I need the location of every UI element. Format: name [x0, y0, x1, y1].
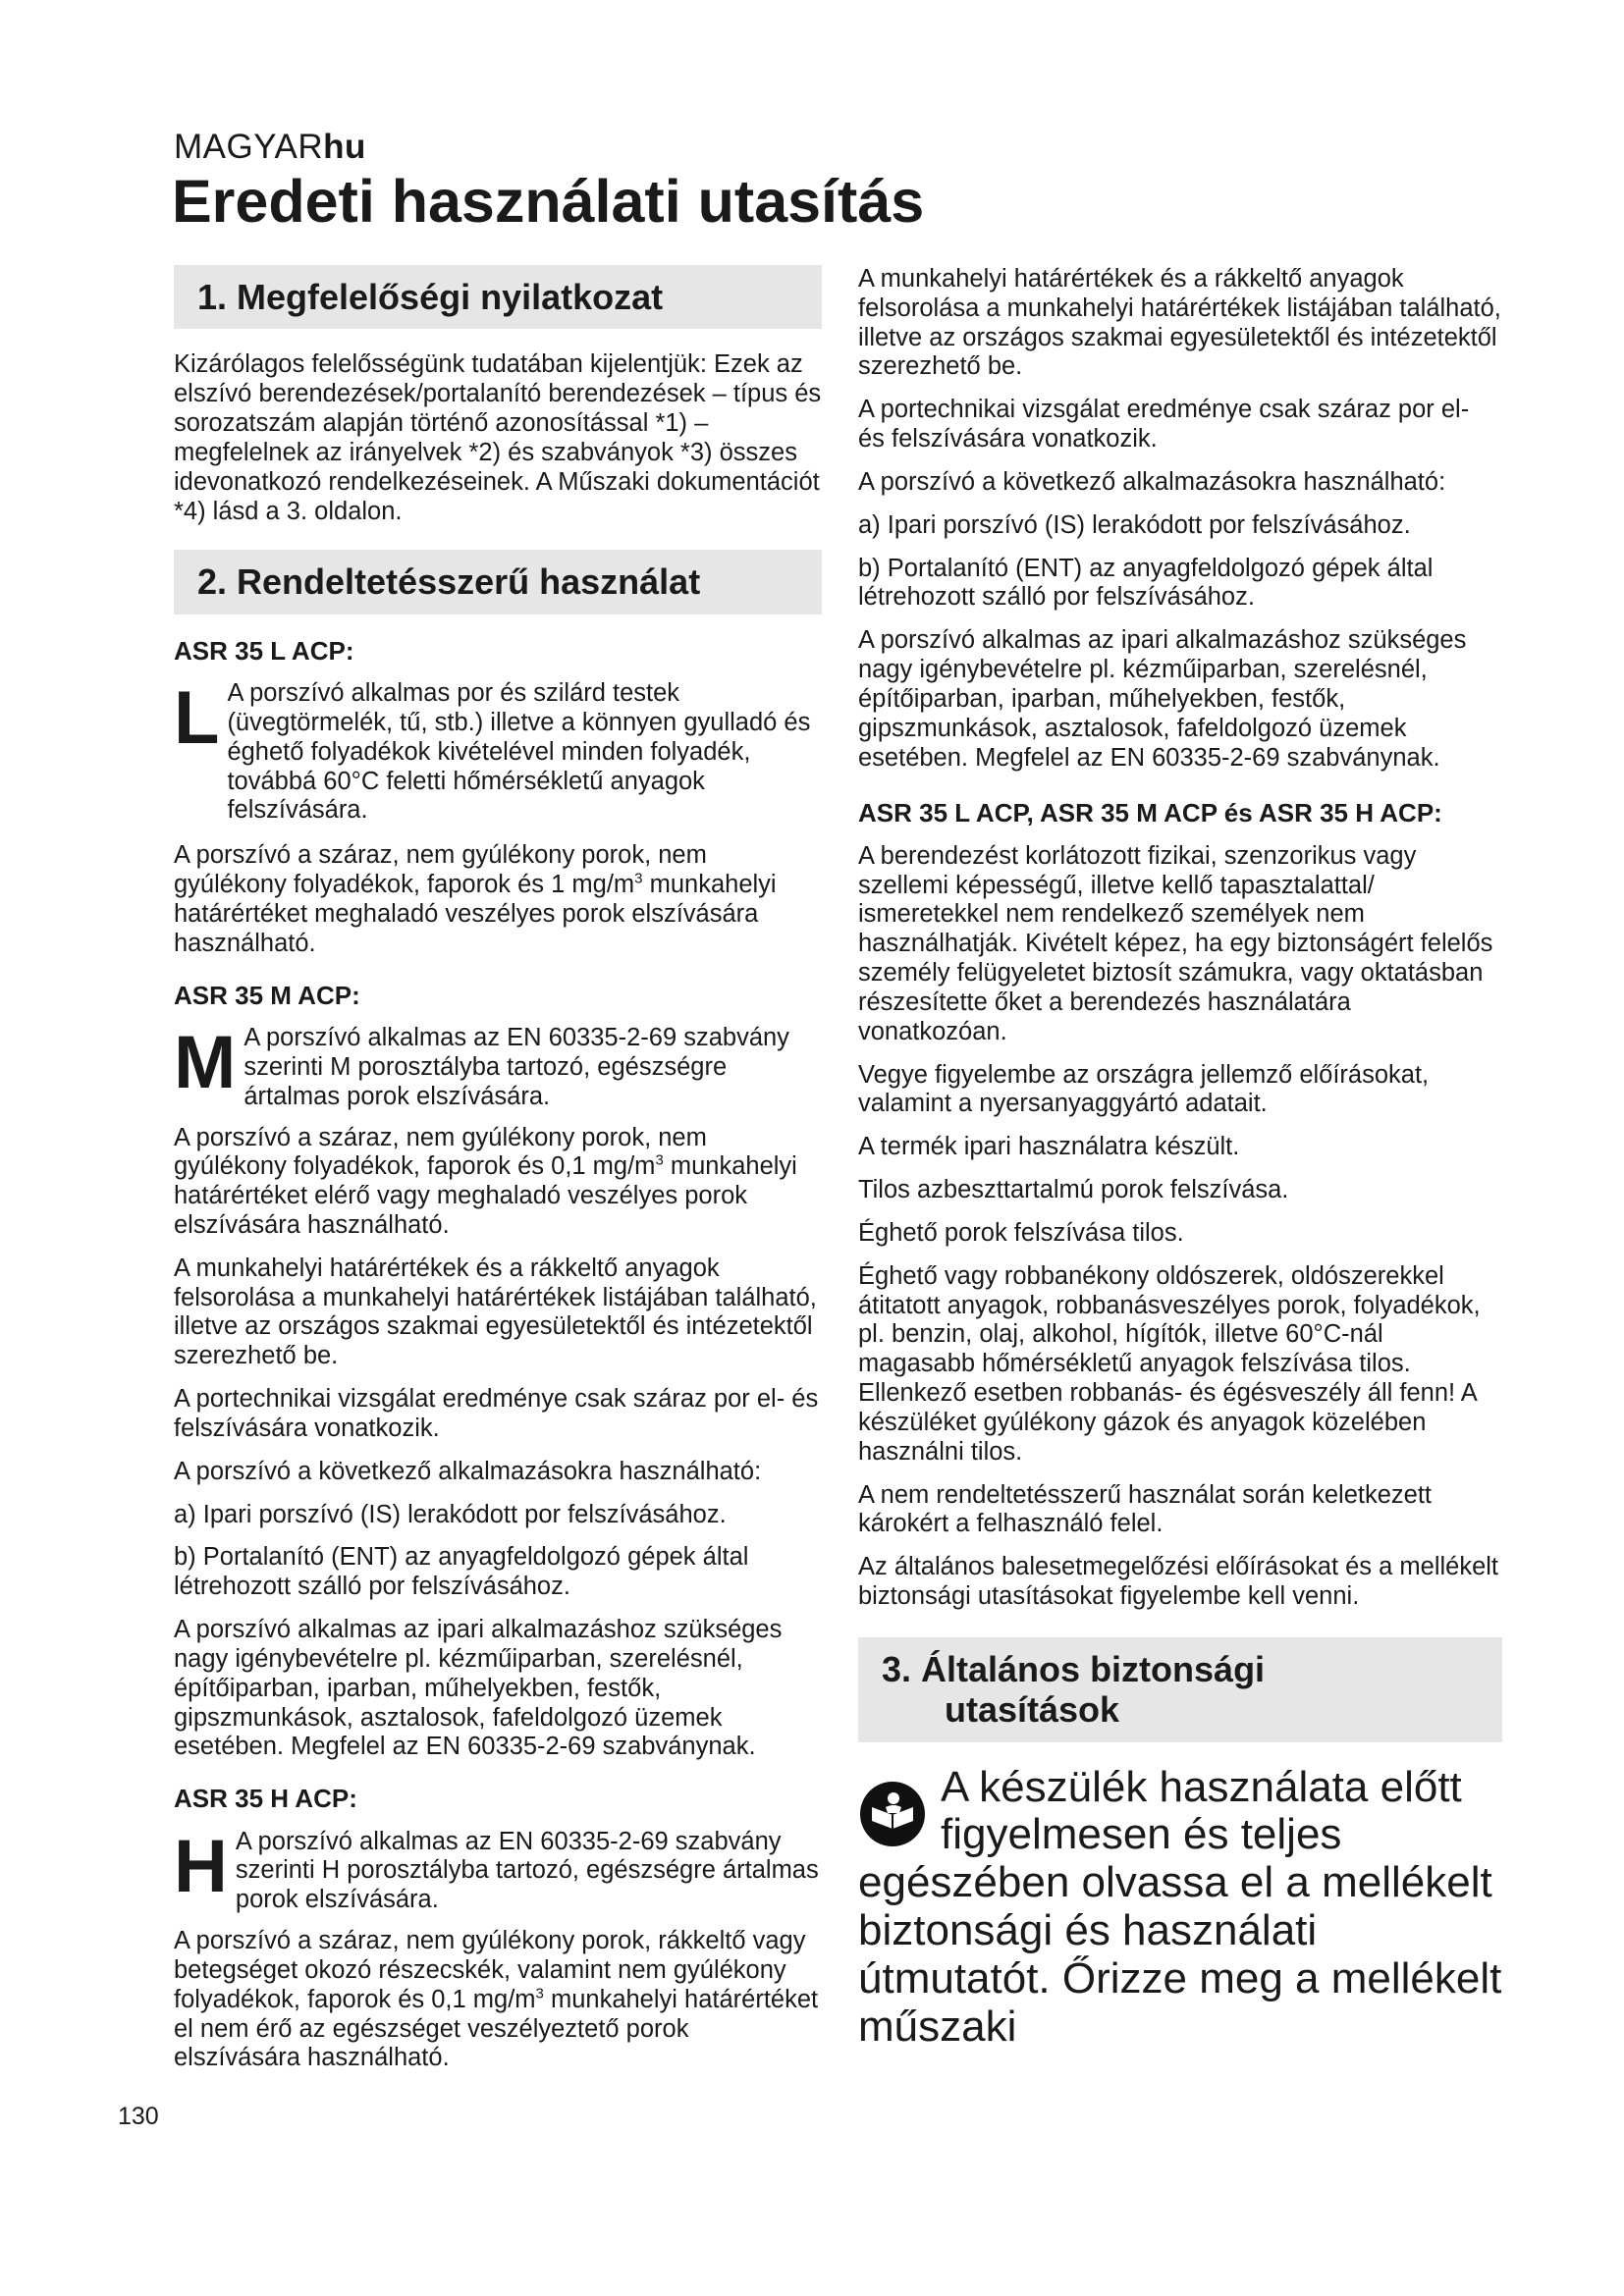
- asr-m-dropcap-block: [174, 1021, 822, 1111]
- right-paragraph-7: A berendezést korlátozott fizikai, szenzorikus vagy szellemi képességű, illetve kellő tapasztalattal/ ismeretekkel nem rendelkező személyek nem használhatják. Kivételt képez, ha egy biztonságért felelős személy felügyeletet biztosít számukra, vagy oktatásban részesítette őket a berendezés használatára vonatkozóan.: [858, 841, 1493, 1045]
- section-3-heading: 3. Általános biztonsági utasítások: [858, 1637, 1502, 1742]
- right-paragraph-1: A munkahelyi határértékek és a rákkeltő anyagok felsorolása a munkahelyi határértékek listájában található, illetve az országos szakmai egyesületektől és intézetektől szerezhető be.: [858, 265, 1501, 381]
- asr-m-paragraph-4: A porszívó a következő alkalmazásokra használható:: [174, 1457, 762, 1485]
- asr-m-paragraph-1: A porszívó a száraz, nem gyúlékony porok, nem gyúlékony folyadékok, faporok és 0,1 $mg/m^3$ munkahelyi határértéket elérő vagy meghaladó veszélyes porok elszívására használható.: [174, 1123, 797, 1239]
- section-2-heading: 2. Rendeltetésszerű használat: [174, 550, 822, 614]
- asr-h-subheading: ASR 35 H ACP:: [174, 1784, 357, 1814]
- asr-m-paragraph-6: b) Portalanító (ENT) az anyagfeldolgozó gépek által létrehozott szálló por felszívásához.: [174, 1543, 749, 1601]
- right-paragraph-4: a) Ipari porszívó (IS) lerakódott por felszívásához.: [858, 510, 1411, 539]
- asr-m-drop-text: A porszívó alkalmas az EN 60335-2-69 szabvány szerinti M porosztályba tartozó, egészségre ártalmas porok elszívására.: [244, 1024, 789, 1110]
- asr-l-dropcap-block: [174, 676, 822, 826]
- right-paragraph-5: b) Portalanító (ENT) az anyagfeldolgozó gépek által létrehozott szálló por felszívásához.: [858, 554, 1434, 612]
- section-1-body: Kizárólagos felelősségünk tudatában kijelentjük: Ezek az elszívó berendezések/portalanító berendezések – típus és sorozatszám alapján történő azonosítással *1) – megfelelnek az irányelvek *2) és szabványok *3) összes idevonatkozó rendelkezéseinek. A Műszaki dokumentációt *4) lásd a 3. oldalon.: [174, 350, 822, 525]
- section-1-heading: 1. Megfelelőségi nyilatkozat: [174, 265, 822, 329]
- asr-m-subheading: ASR 35 M ACP:: [174, 980, 360, 1010]
- right-paragraph-14: Az általános balesetmegelőzési előírásokat és a mellékelt biztonsági utasításokat figyelembe kell venni.: [858, 1553, 1499, 1611]
- right-paragraph-8: Vegye figyelembe az országra jellemző előírásokat, valamint a nyersanyaggyártó adatait.: [858, 1060, 1430, 1118]
- page-title: Eredeti használati utasítás: [172, 168, 925, 235]
- dust-class-l-letter: L: [174, 676, 220, 761]
- all-models-subheading: ASR 35 L ACP, ASR 35 M ACP és ASR 35 H ACP:: [858, 798, 1442, 828]
- dust-class-h-letter: H: [174, 1824, 228, 1908]
- asr-h-drop-text: A porszívó alkalmas az EN 60335-2-69 szabvány szerinti H porosztályba tartozó, egészségre ártalmas porok elszívására.: [235, 1827, 819, 1914]
- asr-h-paragraph: A porszívó a száraz, nem gyúlékony porok, rákkeltő vagy betegséget okozó részecskék, valamint nem gyúlékony folyadékok, faporok és 0,1 $mg/m^3$ munkahelyi határértéket el nem érő az egészséget veszélyeztető porok elszívására használható.: [174, 1927, 819, 2072]
- left-column: [174, 265, 822, 2087]
- right-paragraph-3: A porszívó a következő alkalmazásokra használható:: [858, 467, 1446, 496]
- section-3-intro: [858, 1764, 1502, 2052]
- asr-l-drop-text: A porszívó alkalmas por és szilárd testek (üvegtörmelék, tű, stb.) illetve a könnyen gyulladó és éghető folyadékok kivételével minden folyadék, továbbá 60°C feletti hőmérsékletű anyagok felszívására.: [227, 679, 811, 825]
- asr-h-dropcap-block: [174, 1824, 822, 1915]
- asr-m-paragraph-2: A munkahelyi határértékek és a rákkeltő anyagok felsorolása a munkahelyi határértékek listájában található, illetve az országos szakmai egyesületektől és intézetektől szerezhető be.: [174, 1254, 817, 1370]
- dust-class-m-letter: M: [174, 1021, 237, 1105]
- asr-m-paragraph-5: a) Ipari porszívó (IS) lerakódott por felszívásához.: [174, 1500, 727, 1528]
- right-paragraph-2: A portechnikai vizsgálat eredménye csak száraz por el- és felszívására vonatkozik.: [858, 396, 1470, 454]
- right-paragraph-11: Éghető porok felszívása tilos.: [858, 1218, 1184, 1247]
- language-label: MAGYARhu: [174, 128, 366, 166]
- right-paragraph-6: A porszívó alkalmas az ipari alkalmazáshoz szükséges nagy igénybevételre pl. kézműiparban, szerelésnél, építőiparban, iparban, műhelyekben, festők, gipszmunkások, asztalosok, fafeldolgozó üzemek esetében. Megfelel az EN 60335-2-69 szabványnak.: [858, 626, 1467, 772]
- page-number: 130: [118, 2103, 159, 2130]
- read-manual-icon: [858, 1780, 927, 1848]
- asr-m-paragraph-7: A porszívó alkalmas az ipari alkalmazáshoz szükséges nagy igénybevételre pl. kézműiparban, szerelésnél, építőiparban, iparban, műhelyekben, festők, gipszmunkások, asztalosok, fafeldolgozó üzemek esetében. Megfelel az EN 60335-2-69 szabványnak.: [174, 1616, 783, 1761]
- right-paragraph-10: Tilos azbeszttartalmú porok felszívása.: [858, 1176, 1289, 1204]
- asr-m-paragraph-3: A portechnikai vizsgálat eredménye csak száraz por el- és felszívására vonatkozik.: [174, 1385, 819, 1442]
- right-paragraph-9: A termék ipari használatra készült.: [858, 1133, 1240, 1161]
- asr-l-paragraph: A porszívó a száraz, nem gyúlékony porok, nem gyúlékony folyadékok, faporok és 1 $mg/m^3$ munkahelyi határértéket meghaladó veszélyes porok elszívására használható.: [174, 841, 777, 957]
- right-paragraph-12: Éghető vagy robbanékony oldószerek, oldószerekkel átitatott anyagok, robbanásveszélyes porok, folyadékok, pl. benzin, olaj, alkohol, hígítók, illetve 60°C-nál magasabb hőmérsékletű anyagok felszívása tilos. Ellenkező esetben robbanás- és égésveszély áll fenn! A készüléket gyúlékony gázok és anyagok közelében használni tilos.: [858, 1261, 1481, 1466]
- right-column: [858, 265, 1502, 2052]
- section-3-big-text: A készülék használata előtt figyelmesen és teljes egészében olvassa el a mellékelt biztonsági és használati útmutatót. Őrizze meg a mellékelt műszaki: [858, 1762, 1502, 2051]
- right-paragraph-13: A nem rendeltetésszerű használat során keletkezett károkért a felhasználó felel.: [858, 1480, 1432, 1538]
- asr-l-subheading: ASR 35 L ACP:: [174, 635, 354, 666]
